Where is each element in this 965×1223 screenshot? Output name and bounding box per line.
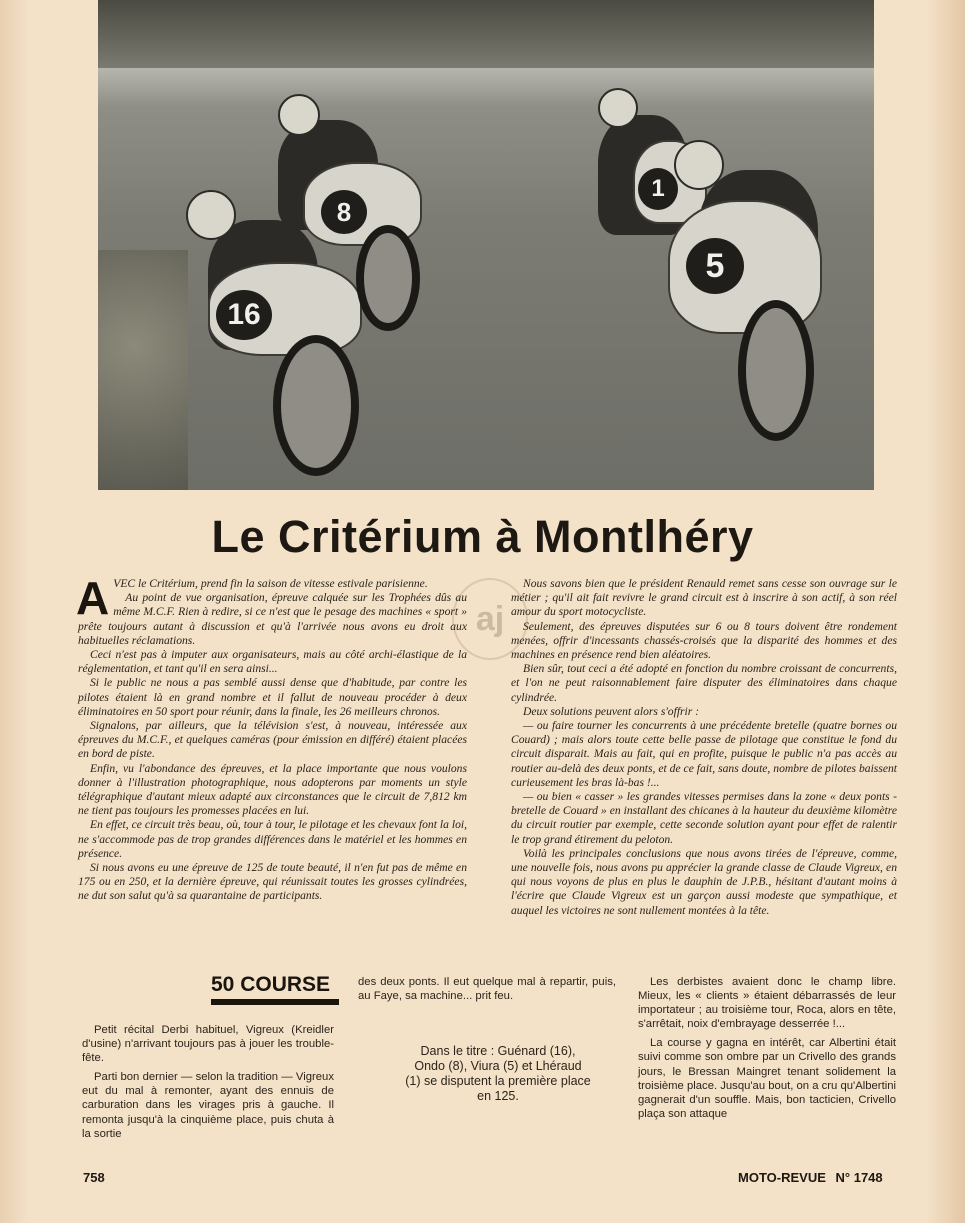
paragraph: Petit récital Derbi habituel, Vigreux (Kreidler d'usine) n'arrivant toujours pas à jouer les trouble-fête. [82, 1024, 334, 1065]
race-number-plate: 8 [321, 190, 367, 234]
paragraph: — ou bien « casser » les grandes vitesses permises dans la zone « deux ponts - bretelle de Couard » en installant des chicanes à la hauteur du deuxième kilomètre du circuit routier par exemple, cette seconde solution ayant pour effet de ralentir le trop grand étirement du peloton. [511, 790, 897, 846]
article-title: Le Critérium à Montlhéry [211, 511, 754, 562]
caption-line: en 125. [477, 1089, 519, 1103]
paragraph: En effet, ce circuit très beau, où, tour à tour, le pilotage et les chevaux font la loi, ne s'accommode pas de trop grandes différences dans le matériel et les hommes en présence. [78, 818, 467, 860]
drop-cap: A [76, 572, 110, 624]
paragraph: AVEC le Critérium, prend fin la saison de vitesse estivale parisienne. [76, 572, 428, 624]
watermark-logo: aj [452, 578, 528, 660]
caption-line: Ondo (8), Viura (5) et Lhéraud [414, 1059, 582, 1073]
paragraph: Si nous avons eu une épreuve de 125 de toute beauté, il n'en fut pas de même en 175 ou en 250, et la dernière épreuve, qui réunissait toutes les grosses cylindrées, ne dut son salut qu'à sa quarantaine de participants. [78, 861, 467, 903]
issue-number: N° 1748 [835, 1170, 883, 1185]
paragraph: Ceci n'est pas à imputer aux organisateurs, mais au côté archi-élastique de la réglementation, et tant qu'il en sera ainsi... [78, 648, 467, 676]
paragraph: Si le public ne nous a pas semblé aussi dense que d'habitude, par contre les pilotes étaient là en grand nombre et il fallut de nouveau procéder à deux éliminatoires en 50 sport pour réunir, dans la finale, les 26 meilleurs chronos. [78, 676, 467, 718]
caption-line: (1) se disputent la première place [405, 1074, 591, 1088]
race-number-plate: 16 [216, 290, 272, 340]
race-number-plate: 1 [638, 168, 678, 210]
section-column-2 [358, 975, 616, 1008]
section-column-3 [638, 975, 896, 1126]
magazine-folio [738, 1170, 883, 1185]
photo-grass-verge [98, 250, 188, 490]
magazine-name: MOTO-REVUE [738, 1170, 826, 1185]
paragraph: Deux solutions peuvent alors s'offrir : [523, 704, 700, 718]
paragraph: La course y gagna en intérêt, car Albertini était suivi comme son ombre par un Crivello des grands jours, le Bressan Maingret tenant solidement la troisième place. Jusqu'au bout, on a cru qu'Albertini gagnerait d'un souffle. Mais, bon tacticien, Crivello plaça son attaque [638, 1037, 897, 1120]
page-number: 758 [83, 1170, 105, 1185]
photo-caption [380, 1044, 616, 1104]
race-photo [98, 0, 874, 490]
paragraph: — ou faire tourner les concurrents à une précédente bretelle (quatre bornes ou Couard) ; mais alors toute cette belle passe de pilotage que constitue le fond du circuit disparait. Mais au fait, qui en profite, puisque le public n'a pas accès au routier au-delà des deux ponts, et de ce fait, sans doute, nombre de pilotes baissent curieusement les bras là-bas !... [511, 719, 897, 789]
paragraph: Parti bon dernier — selon la tradition — Vigreux eut du mal à remonter, ayant des ennuis de carburation dans les virages pris à gauche. Il remonta jusqu'à la cinquième place, puis chuta à la sortie [82, 1071, 334, 1140]
paragraph: Seulement, des épreuves disputées sur 6 ou 8 tours doivent être rondement menées, offrir d'incessants chassés-croisés que la disparité des hommes et des machines en présence rend bien aléatoires. [511, 619, 897, 662]
section-heading-50-course: 50 COURSE [211, 973, 339, 1005]
article-right-column [511, 577, 897, 918]
photo-top-strip [98, 0, 874, 68]
paragraph: Signalons, par ailleurs, que la télévision s'est, à nouveau, intéressée aux épreuves du M.C.F., et quelques caméras (pour émission en différé) étaient placées en bord de piste. [78, 719, 467, 761]
paragraph: Au point de vue organisation, épreuve calquée sur les Trophées dûs au même M.C.F. Rien à redire, si ce n'est que le pesage des machines « sport » prête toujours autant à discussion et qu'à l'arrivée nous avons eu droit aux habituelles réclamations. [78, 591, 467, 647]
paragraph: Voilà les principales conclusions que nous avons tirées de l'épreuve, comme, une nouvelle fois, nous avons pu apprécier la grande classe de Claude Vigreux, en qui nous voyons de plus en plus le dauphin de J.P.B., hésitant d'autant moins à l'écrire que Claude Vigreux est un garçon aussi modeste que sympathique, et auquel les victoires ne sont nullement montées à la tête. [511, 846, 897, 917]
paragraph: des deux ponts. Il eut quelque mal à repartir, puis, au Faye, sa machine... prit feu. [358, 976, 616, 1003]
paragraph: Bien sûr, tout ceci a été adopté en fonction du nombre croissant de concurrents, et l'on ne peut raisonnablement faire disputer des éliminatoires dans chaque cylindrée. [511, 662, 897, 704]
section-column-1 [82, 1023, 334, 1146]
paragraph: Nous savons bien que le président Renauld remet sans cesse son ouvrage sur le métier ; qu'il ait fait revivre le grand circuit est à inscrire à son actif, à son réel amour du sport motocycliste. [511, 577, 897, 619]
paragraph: Les derbistes avaient donc le champ libre. Mieux, les « clients » étaient débarrassés de leur importateur ; au troisième tour, Roca, alors en tête, s'arrêtait, noix d'embrayage desserrée !... [638, 976, 896, 1031]
paragraph: Enfin, vu l'abondance des épreuves, et la place importante que nous voulons donner à l'illustration photographique, nous adopterons par moments un style télégraphique d'autant mieux adapté aux circonstances que le circuit de 7,812 km ne tient pas toujours les promesses placées en lui. [78, 761, 467, 818]
caption-line: Dans le titre : Guénard (16), [420, 1044, 576, 1058]
race-number-plate: 5 [686, 238, 744, 294]
article-left-column [76, 572, 467, 904]
